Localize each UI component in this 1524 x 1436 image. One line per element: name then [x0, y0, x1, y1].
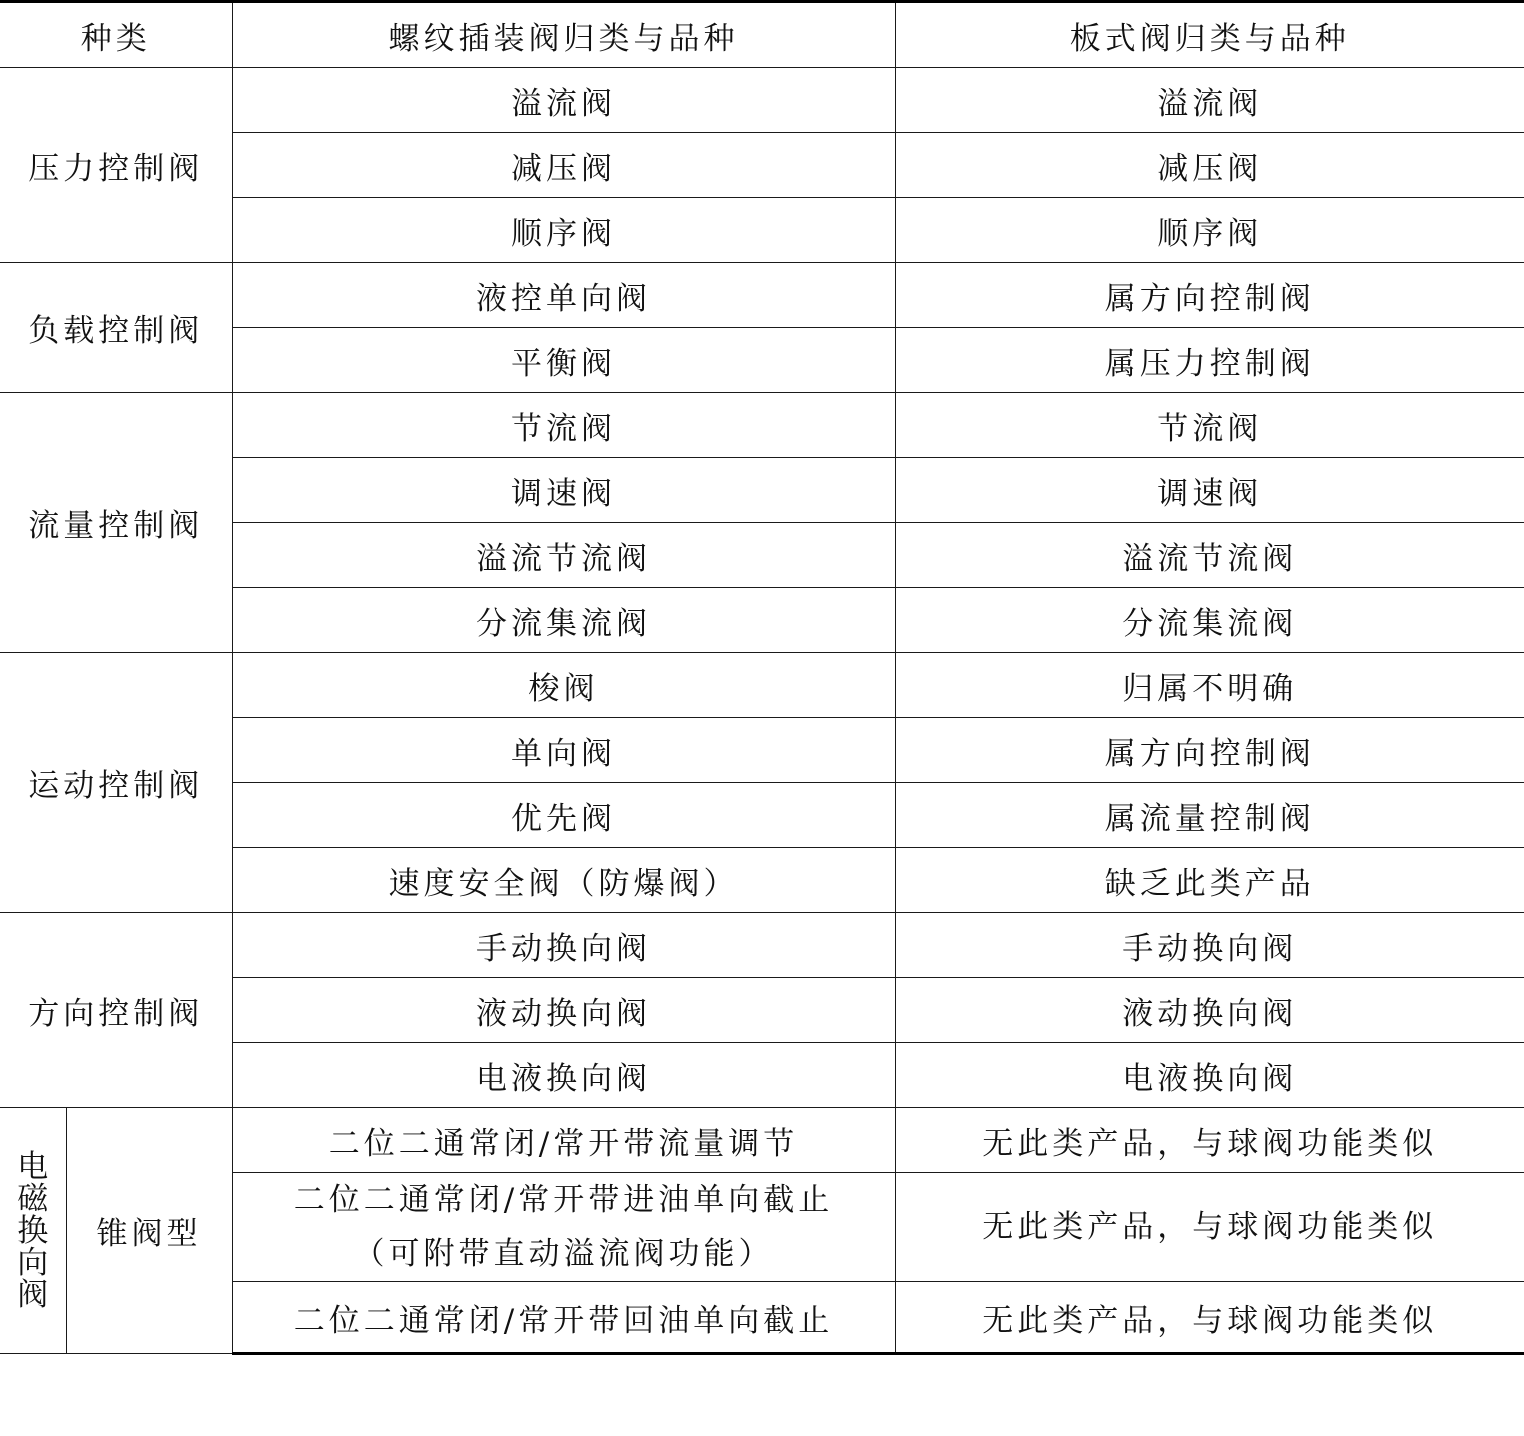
table-row — [0, 913, 1524, 978]
plate-cell: 减压阀 — [895, 133, 1524, 198]
screw-cell: 手动换向阀 — [232, 913, 895, 978]
plate-cell: 电液换向阀 — [895, 1043, 1524, 1108]
group-label-motion: 运动控制阀 — [0, 653, 232, 913]
screw-cell: 梭阀 — [232, 653, 895, 718]
vertical-label: 电磁换向阀 — [17, 1148, 49, 1313]
table-row — [0, 393, 1524, 458]
table-row — [0, 263, 1524, 328]
screw-cell: 液控单向阀 — [232, 263, 895, 328]
group-label-flow: 流量控制阀 — [0, 393, 232, 653]
screw-cell: 溢流节流阀 — [232, 523, 895, 588]
screw-cell: 调速阀 — [232, 458, 895, 523]
header-category: 种类 — [0, 2, 232, 68]
plate-cell: 归属不明确 — [895, 653, 1524, 718]
plate-cell: 溢流节流阀 — [895, 523, 1524, 588]
plate-cell: 无此类产品，与球阀功能类似 — [895, 1108, 1524, 1173]
plate-cell: 无此类产品，与球阀功能类似 — [895, 1282, 1524, 1354]
screw-cell: 顺序阀 — [232, 198, 895, 263]
plate-cell: 属方向控制阀 — [895, 718, 1524, 783]
group-label-pressure: 压力控制阀 — [0, 68, 232, 263]
screw-cell: 二位二通常闭/常开带流量调节 — [232, 1108, 895, 1173]
plate-cell: 液动换向阀 — [895, 978, 1524, 1043]
screw-cell: 电液换向阀 — [232, 1043, 895, 1108]
screw-cell: 优先阀 — [232, 783, 895, 848]
header-plate: 板式阀归类与品种 — [895, 2, 1524, 68]
screw-cell: 分流集流阀 — [232, 588, 895, 653]
group-label-load: 负载控制阀 — [0, 263, 232, 393]
plate-cell: 无此类产品，与球阀功能类似 — [895, 1173, 1524, 1282]
screw-cell — [232, 1173, 895, 1282]
table-row — [0, 68, 1524, 133]
header-row — [0, 2, 1524, 68]
plate-cell: 顺序阀 — [895, 198, 1524, 263]
plate-cell: 溢流阀 — [895, 68, 1524, 133]
plate-cell: 属方向控制阀 — [895, 263, 1524, 328]
screw-cell: 二位二通常闭/常开带回油单向截止 — [232, 1282, 895, 1354]
plate-cell: 属流量控制阀 — [895, 783, 1524, 848]
screw-cell: 液动换向阀 — [232, 978, 895, 1043]
header-screw-in: 螺纹插装阀归类与品种 — [232, 2, 895, 68]
plate-cell: 调速阀 — [895, 458, 1524, 523]
plate-cell: 手动换向阀 — [895, 913, 1524, 978]
screw-cell: 单向阀 — [232, 718, 895, 783]
plate-cell: 分流集流阀 — [895, 588, 1524, 653]
screw-cell-line1: 二位二通常闭/常开带进油单向截止 — [293, 1182, 834, 1218]
screw-cell: 平衡阀 — [232, 328, 895, 393]
group-label-direction: 方向控制阀 — [0, 913, 232, 1108]
table-row — [0, 653, 1524, 718]
screw-cell: 减压阀 — [232, 133, 895, 198]
screw-cell: 溢流阀 — [232, 68, 895, 133]
screw-cell: 速度安全阀（防爆阀） — [232, 848, 895, 913]
group-label-solenoid — [0, 1108, 66, 1354]
table-row — [0, 1108, 1524, 1173]
plate-cell: 缺乏此类产品 — [895, 848, 1524, 913]
plate-cell: 属压力控制阀 — [895, 328, 1524, 393]
screw-cell-line2: （可附带直动溢流阀功能） — [353, 1236, 774, 1272]
plate-cell: 节流阀 — [895, 393, 1524, 458]
screw-cell: 节流阀 — [232, 393, 895, 458]
sub-label-cone: 锥阀型 — [66, 1108, 232, 1354]
